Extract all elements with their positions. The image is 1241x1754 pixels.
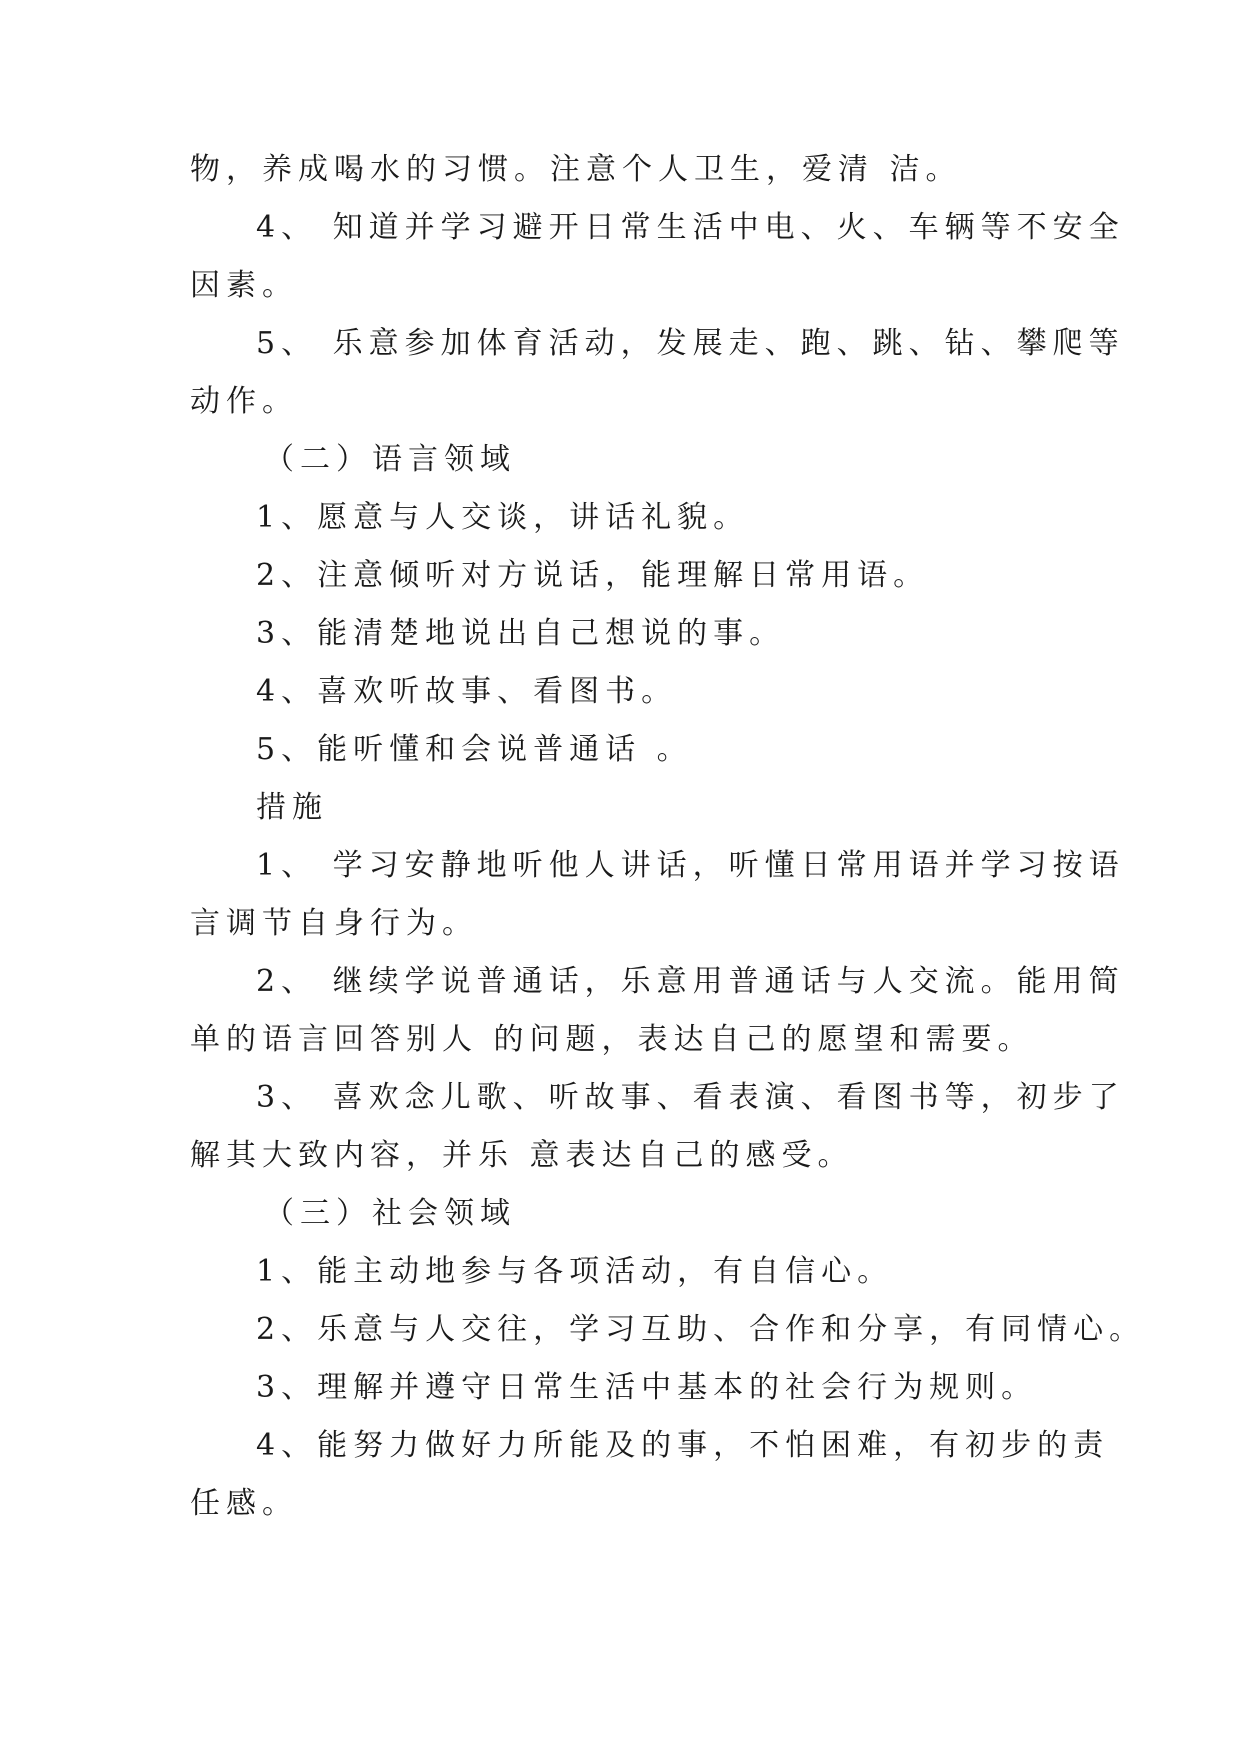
text-line: 动作。: [190, 384, 298, 419]
section-heading-language: （二）语言领域: [264, 442, 516, 477]
list-item-5-health: 5、 乐意参加体育活动，发展走、跑、跳、钻、攀爬等: [256, 326, 1125, 361]
measures-heading: 措施: [256, 790, 328, 825]
text-line: 解其大致内容，并乐 意表达自己的感受。: [190, 1138, 854, 1173]
goal-item: 1、愿意与人交谈，讲话礼貌。: [256, 500, 750, 535]
text-line: 任感。: [190, 1486, 298, 1521]
section-heading-social: （三）社会领域: [264, 1196, 516, 1231]
text-line: 物，养成喝水的习惯。注意个人卫生，爱清 洁。: [190, 152, 962, 187]
goal-item: 2、注意倾听对方说话，能理解日常用语。: [256, 558, 930, 593]
goal-item: 5、能听懂和会说普通话 。: [256, 732, 693, 767]
measure-item: 3、 喜欢念儿歌、听故事、看表演、看图书等，初步了: [256, 1080, 1125, 1115]
measure-item: 2、 继续学说普通话，乐意用普通话与人交流。能用简: [256, 964, 1125, 999]
goal-item: 2、乐意与人交往，学习互助、合作和分享，有同情心。: [256, 1312, 1146, 1347]
text-line: 单的语言回答别人 的问题，表达自己的愿望和需要。: [190, 1022, 1034, 1057]
text-line: 因素。: [190, 268, 298, 303]
goal-item: 1、能主动地参与各项活动，有自信心。: [256, 1254, 894, 1289]
goal-item: 4、喜欢听故事、看图书。: [256, 674, 678, 709]
goal-item: 3、能清楚地说出自己想说的事。: [256, 616, 786, 651]
list-item-4-health: 4、 知道并学习避开日常生活中电、火、车辆等不安全: [256, 210, 1125, 245]
goal-item: 4、能努力做好力所能及的事，不怕困难，有初步的责: [256, 1428, 1110, 1463]
measure-item: 1、 学习安静地听他人讲话，听懂日常用语并学习按语: [256, 848, 1125, 883]
goal-item: 3、理解并遵守日常生活中基本的社会行为规则。: [256, 1370, 1038, 1405]
text-line: 言调节自身行为。: [190, 906, 478, 941]
